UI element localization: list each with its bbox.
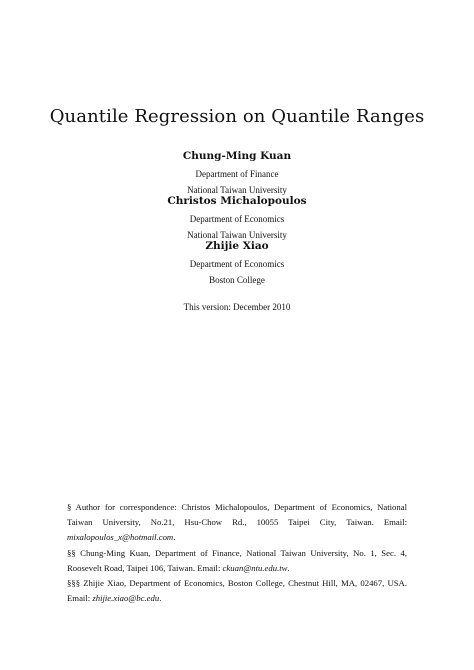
email-link[interactable]: zhijie.xiao@bc.edu	[92, 593, 160, 604]
author-name: Christos Michalopoulos	[167, 195, 307, 207]
footnote-kuan	[67, 546, 407, 576]
author-institution: Boston College	[209, 275, 265, 285]
footnote-correspondence	[67, 500, 407, 546]
footnotes	[67, 500, 407, 606]
version-date: This version: December 2010	[183, 302, 291, 312]
email-link[interactable]: mixalopoulos_x@hotmail.com	[67, 532, 174, 543]
author-department: Department of Finance	[195, 169, 279, 179]
author-block-kuan	[0, 149, 474, 198]
author-block-michalopoulos	[0, 194, 474, 243]
author-block-xiao	[0, 239, 474, 288]
footnote-tail: .	[159, 593, 162, 604]
footnote-text: § Author for correspondence: Christos Michalopoulos, Department of Economics, National Taiwan University, No.21, Hsu-Chow Rd., 10055 Taipei City, Taiwan. Email:	[67, 502, 407, 528]
footnote-tail: .	[287, 562, 290, 573]
paper-title: Quantile Regression on Quantile Ranges	[49, 106, 425, 127]
author-department: Department of Economics	[189, 259, 285, 269]
author-name: Zhijie Xiao	[205, 240, 269, 252]
author-institution: National Taiwan University	[187, 185, 287, 195]
footnote-xiao	[67, 576, 407, 606]
author-name: Chung-Ming Kuan	[182, 150, 292, 162]
footnote-text: §§§ Zhijie Xiao, Department of Economics, Boston College, Chestnut Hill, MA, 02467, USA. Email:	[67, 578, 407, 604]
footnote-text: §§ Chung-Ming Kuan, Department of Finance, National Taiwan University, No. 1, Sec. 4, Roosevelt Road, Taipei 106, Taiwan. Email:	[67, 547, 407, 573]
author-department: Department of Economics	[189, 214, 285, 224]
author-institution: National Taiwan University	[187, 230, 287, 240]
email-link[interactable]: ckuan@ntu.edu.tw	[222, 562, 288, 573]
footnote-tail: .	[173, 532, 176, 543]
